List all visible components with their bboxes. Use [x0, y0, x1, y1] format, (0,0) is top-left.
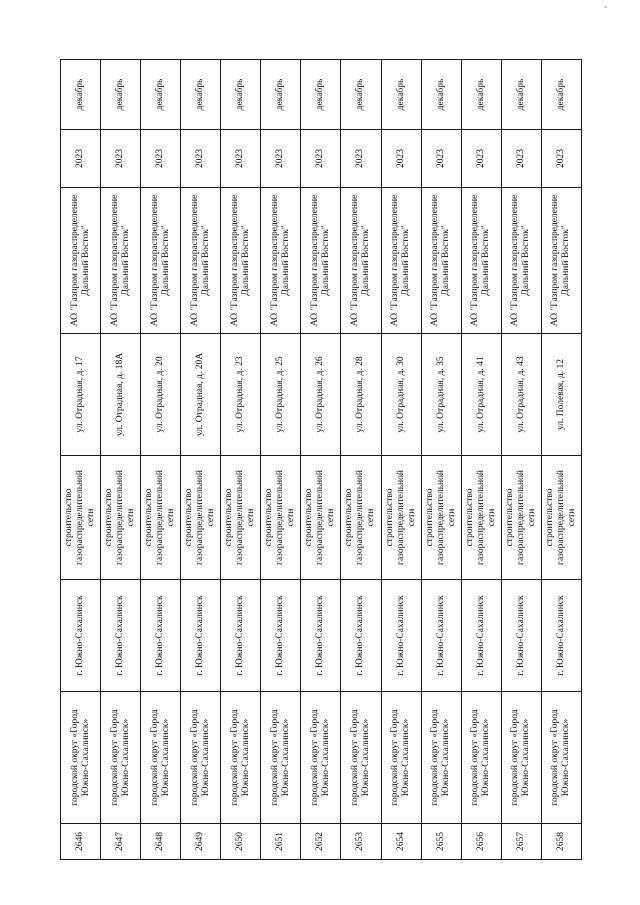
year-cell: 2023 [541, 130, 581, 188]
municipality-cell: городской округ «Город Южно-Сахалинск» [541, 692, 581, 824]
address-cell: ул. Отрадная, д. 20А [181, 334, 221, 456]
row-number: 2657 [501, 824, 541, 860]
organization-cell: АО "Газпром газораспределение Дальний Восток" [501, 188, 541, 334]
year-cell: 2023 [301, 130, 341, 188]
table-row [421, 60, 461, 860]
municipality-cell: городской округ «Город Южно-Сахалинск» [61, 692, 101, 824]
gasification-schedule-table [60, 59, 582, 860]
row-number: 2654 [381, 824, 421, 860]
month-cell: декабрь [421, 60, 461, 130]
address-cell: ул. Отрадная, д. 18А [101, 334, 141, 456]
work-type-cell: строительство газораспределительной сети [301, 456, 341, 580]
table-row [461, 60, 501, 860]
month-cell: декабрь [501, 60, 541, 130]
month-cell: декабрь [141, 60, 181, 130]
work-type-cell: строительство газораспределительной сети [381, 456, 421, 580]
settlement-cell: г. Южно-Сахалинск [141, 580, 181, 692]
table-row [501, 60, 541, 860]
row-number: 2656 [461, 824, 501, 860]
row-number: 2647 [101, 824, 141, 860]
municipality-cell: городской округ «Город Южно-Сахалинск» [261, 692, 301, 824]
table-row [261, 60, 301, 860]
municipality-cell: городской округ «Город Южно-Сахалинск» [101, 692, 141, 824]
organization-cell: АО "Газпром газораспределение Дальний Восток" [381, 188, 421, 334]
row-number: 2658 [541, 824, 581, 860]
address-cell: ул. Отрадная, д. 20 [141, 334, 181, 456]
month-cell: декабрь [61, 60, 101, 130]
address-cell: ул. Отрадная, д. 35 [421, 334, 461, 456]
municipality-cell: городской округ «Город Южно-Сахалинск» [301, 692, 341, 824]
year-cell: 2023 [501, 130, 541, 188]
organization-cell: АО "Газпром газораспределение Дальний Восток" [421, 188, 461, 334]
municipality-cell: городской округ «Город Южно-Сахалинск» [461, 692, 501, 824]
year-cell: 2023 [261, 130, 301, 188]
table-row [221, 60, 261, 860]
municipality-cell: городской округ «Город Южно-Сахалинск» [141, 692, 181, 824]
table-row [541, 60, 581, 860]
year-cell: 2023 [61, 130, 101, 188]
month-cell: декабрь [101, 60, 141, 130]
row-number: 2655 [421, 824, 461, 860]
settlement-cell: г. Южно-Сахалинск [421, 580, 461, 692]
table-row [61, 60, 101, 860]
month-cell: декабрь [381, 60, 421, 130]
settlement-cell: г. Южно-Сахалинск [261, 580, 301, 692]
municipality-cell: городской округ «Город Южно-Сахалинск» [181, 692, 221, 824]
settlement-cell: г. Южно-Сахалинск [181, 580, 221, 692]
work-type-cell: строительство газораспределительной сети [61, 456, 101, 580]
municipality-cell: городской округ «Город Южно-Сахалинск» [341, 692, 381, 824]
table-row [301, 60, 341, 860]
address-cell: ул. Отрадная, д. 43 [501, 334, 541, 456]
settlement-cell: г. Южно-Сахалинск [501, 580, 541, 692]
month-cell: декабрь [341, 60, 381, 130]
rotated-table-container [60, 60, 582, 860]
year-cell: 2023 [381, 130, 421, 188]
work-type-cell: строительство газораспределительной сети [181, 456, 221, 580]
settlement-cell: г. Южно-Сахалинск [221, 580, 261, 692]
address-cell: ул. Отрадная, д. 23 [221, 334, 261, 456]
year-cell: 2023 [421, 130, 461, 188]
organization-cell: АО "Газпром газораспределение Дальний Восток" [101, 188, 141, 334]
table-row [101, 60, 141, 860]
settlement-cell: г. Южно-Сахалинск [381, 580, 421, 692]
work-type-cell: строительство газораспределительной сети [141, 456, 181, 580]
row-number: 2652 [301, 824, 341, 860]
month-cell: декабрь [261, 60, 301, 130]
work-type-cell: строительство газораспределительной сети [221, 456, 261, 580]
address-cell: ул. Отрадная, д. 30 [381, 334, 421, 456]
scan-artifact [604, 6, 607, 8]
row-number: 2653 [341, 824, 381, 860]
organization-cell: АО "Газпром газораспределение Дальний Восток" [541, 188, 581, 334]
settlement-cell: г. Южно-Сахалинск [461, 580, 501, 692]
organization-cell: АО "Газпром газораспределение Дальний Восток" [61, 188, 101, 334]
work-type-cell: строительство газораспределительной сети [501, 456, 541, 580]
address-cell: ул. Отрадная, д. 28 [341, 334, 381, 456]
table-row [141, 60, 181, 860]
work-type-cell: строительство газораспределительной сети [461, 456, 501, 580]
row-number: 2646 [61, 824, 101, 860]
work-type-cell: строительство газораспределительной сети [421, 456, 461, 580]
year-cell: 2023 [341, 130, 381, 188]
month-cell: декабрь [221, 60, 261, 130]
organization-cell: АО "Газпром газораспределение Дальний Восток" [221, 188, 261, 334]
work-type-cell: строительство газораспределительной сети [261, 456, 301, 580]
month-cell: декабрь [461, 60, 501, 130]
settlement-cell: г. Южно-Сахалинск [541, 580, 581, 692]
work-type-cell: строительство газораспределительной сети [101, 456, 141, 580]
settlement-cell: г. Южно-Сахалинск [61, 580, 101, 692]
settlement-cell: г. Южно-Сахалинск [301, 580, 341, 692]
month-cell: декабрь [181, 60, 221, 130]
organization-cell: АО "Газпром газораспределение Дальний Восток" [141, 188, 181, 334]
settlement-cell: г. Южно-Сахалинск [101, 580, 141, 692]
address-cell: ул. Отрадная, д. 26 [301, 334, 341, 456]
municipality-cell: городской округ «Город Южно-Сахалинск» [381, 692, 421, 824]
municipality-cell: городской округ «Город Южно-Сахалинск» [221, 692, 261, 824]
organization-cell: АО "Газпром газораспределение Дальний Восток" [261, 188, 301, 334]
year-cell: 2023 [141, 130, 181, 188]
month-cell: декабрь [301, 60, 341, 130]
table-row [341, 60, 381, 860]
year-cell: 2023 [221, 130, 261, 188]
organization-cell: АО "Газпром газораспределение Дальний Восток" [181, 188, 221, 334]
table-row [181, 60, 221, 860]
table-row [381, 60, 421, 860]
municipality-cell: городской округ «Город Южно-Сахалинск» [421, 692, 461, 824]
address-cell: ул. Отрадная, д. 41 [461, 334, 501, 456]
organization-cell: АО "Газпром газораспределение Дальний Восток" [301, 188, 341, 334]
year-cell: 2023 [461, 130, 501, 188]
settlement-cell: г. Южно-Сахалинск [341, 580, 381, 692]
organization-cell: АО "Газпром газораспределение Дальний Восток" [461, 188, 501, 334]
work-type-cell: строительство газораспределительной сети [541, 456, 581, 580]
row-number: 2649 [181, 824, 221, 860]
row-number: 2648 [141, 824, 181, 860]
work-type-cell: строительство газораспределительной сети [341, 456, 381, 580]
organization-cell: АО "Газпром газораспределение Дальний Восток" [341, 188, 381, 334]
address-cell: ул. Отрадная, д. 17 [61, 334, 101, 456]
year-cell: 2023 [181, 130, 221, 188]
municipality-cell: городской округ «Город Южно-Сахалинск» [501, 692, 541, 824]
address-cell: ул. Полевая, д. 12 [541, 334, 581, 456]
row-number: 2651 [261, 824, 301, 860]
month-cell: декабрь [541, 60, 581, 130]
address-cell: ул. Отрадная, д. 25 [261, 334, 301, 456]
row-number: 2650 [221, 824, 261, 860]
year-cell: 2023 [101, 130, 141, 188]
